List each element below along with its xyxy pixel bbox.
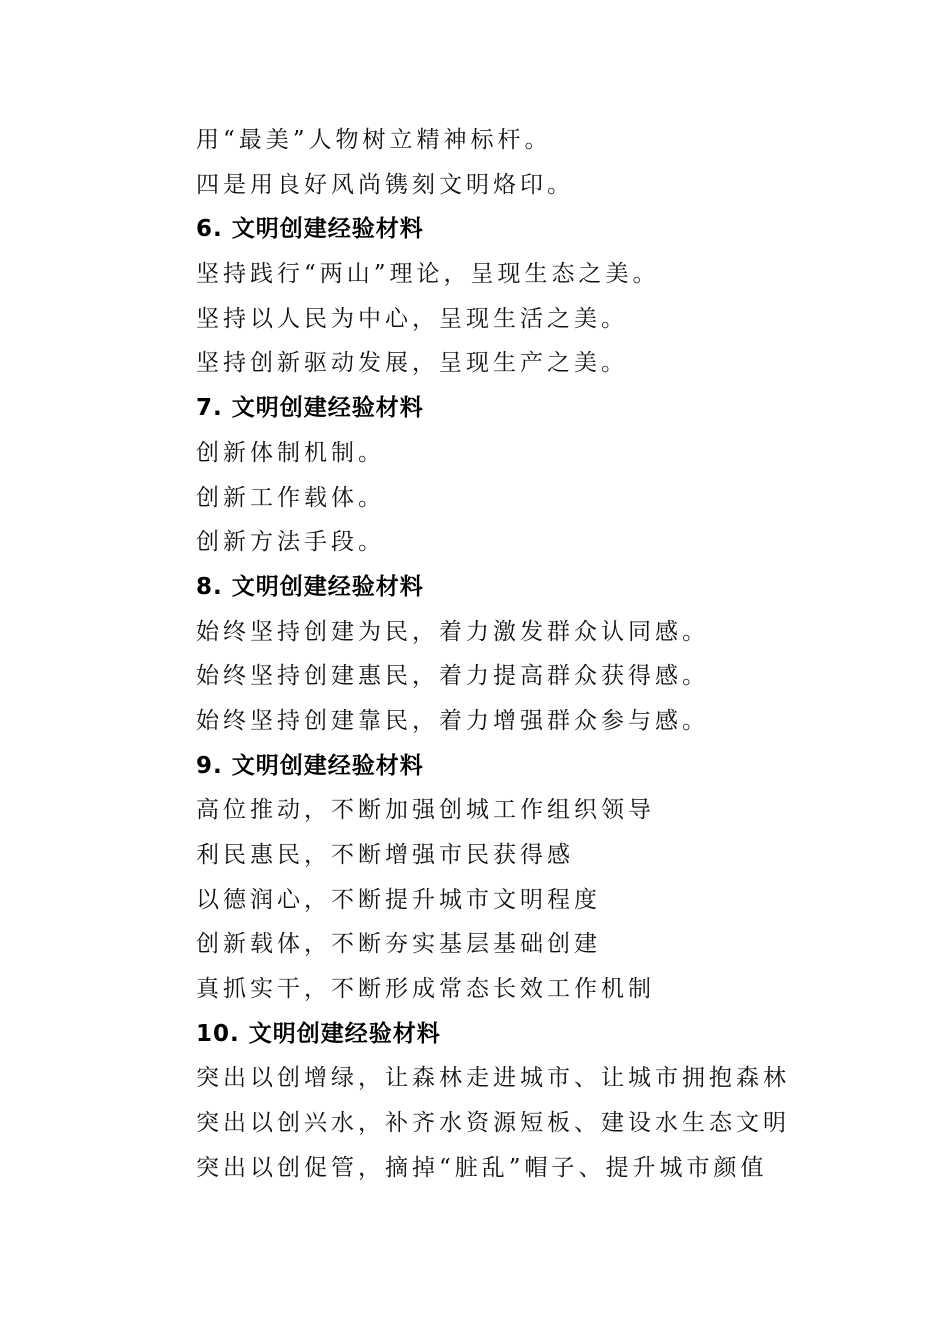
body-line: 真抓实干，不断形成常态长效工作机制 — [196, 976, 655, 1003]
body-line: 始终坚持创建靠民，着力增强群众参与感。 — [196, 707, 709, 734]
body-line: 创新方法手段。 — [196, 529, 385, 556]
document-body — [196, 118, 796, 1191]
section-heading: 10. 文明创建经验材料 — [196, 1020, 441, 1047]
body-line: 利民惠民，不断增强市民获得感 — [196, 842, 574, 868]
body-line: 始终坚持创建为民，着力激发群众认同感。 — [196, 618, 709, 645]
body-line: 以德润心，不断提升城市文明程度 — [196, 886, 601, 913]
body-line: 坚持以人民为中心，呈现生活之美。 — [196, 305, 628, 332]
body-line: 创新载体，不断夯实基层基础创建 — [196, 931, 601, 958]
body-line: 始终坚持创建惠民，着力提高群众获得感。 — [196, 663, 709, 690]
section-heading: 6. 文明创建经验材料 — [196, 216, 424, 243]
body-line: 高位推动，不断加强创城工作组织领导 — [196, 797, 655, 824]
body-line: 用“最美”人物树立精神标杆。 — [196, 127, 552, 153]
body-line: 突出以创增绿，让森林走进城市、让城市拥抱森林 — [196, 1065, 790, 1092]
section-heading: 8. 文明创建经验材料 — [196, 573, 424, 600]
body-line: 坚持创新驱动发展，呈现生产之美。 — [196, 350, 628, 377]
section-heading: 7. 文明创建经验材料 — [196, 395, 424, 422]
body-line: 创新工作载体。 — [196, 484, 385, 511]
body-line: 突出以创兴水，补齐水资源短板、建设水生态文明 — [196, 1110, 790, 1137]
body-line: 坚持践行“两山”理论，呈现生态之美。 — [196, 261, 660, 288]
body-line: 创新体制机制。 — [196, 439, 385, 466]
body-line: 四是用良好风尚镌刻文明烙印。 — [196, 171, 574, 198]
body-line: 突出以创促管，摘掉“脏乱”帽子、提升城市颜值 — [196, 1154, 768, 1181]
section-heading: 9. 文明创建经验材料 — [196, 752, 424, 779]
